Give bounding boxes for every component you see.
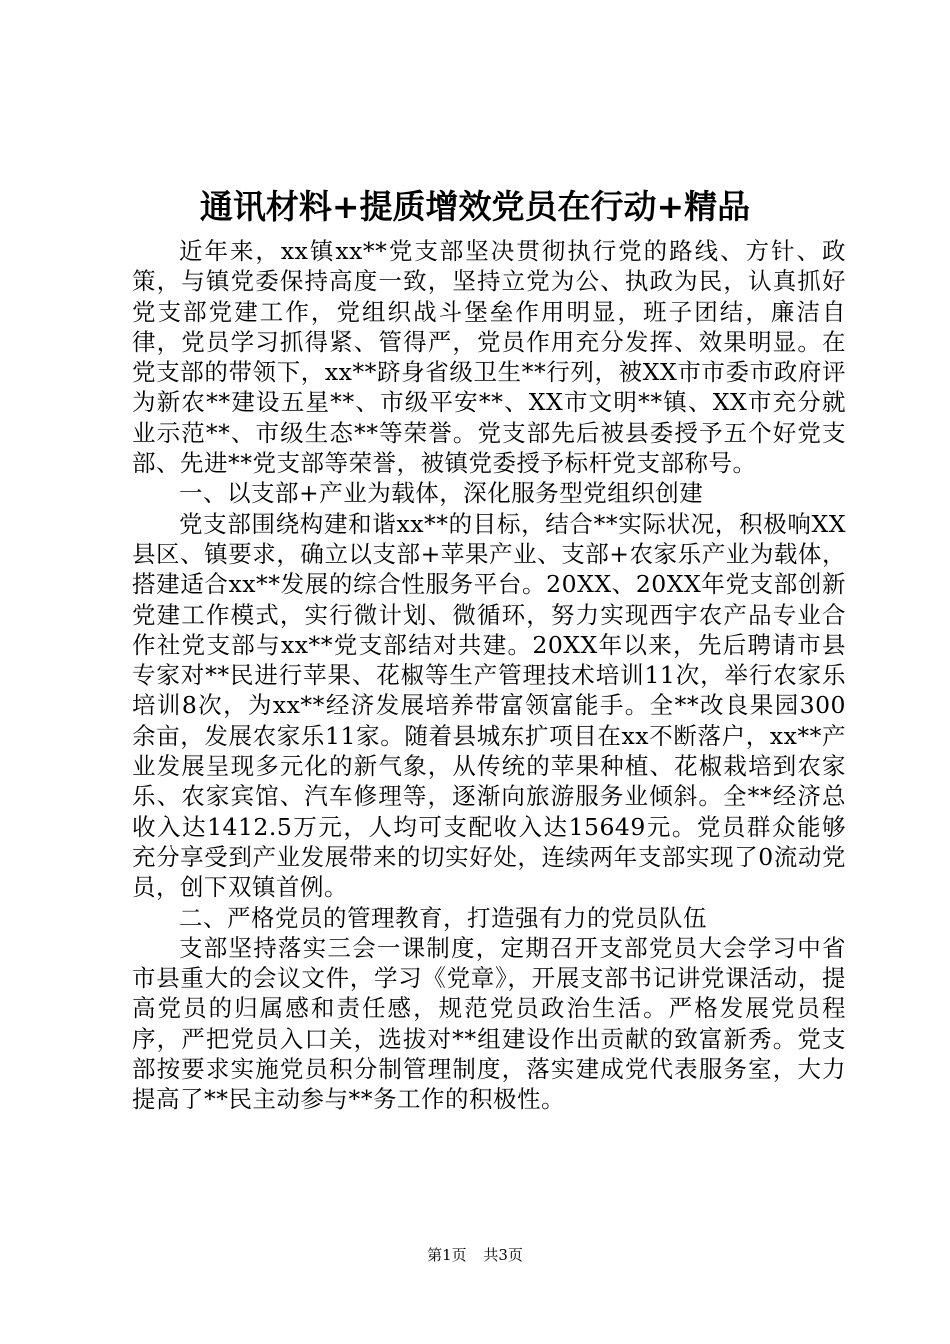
paragraph-intro: 近年来，xx镇xx**党支部坚决贯彻执行党的路线、方针、政策，与镇党委保持高度一致，坚持立党为公、执政为民，认真抓好党支部党建工作，党组织战斗堡垒作用明显，班子团结，廉洁自律，党员学习抓得紧、管得严，党员作用充分发挥、效果明显。在党支部的带领下，xx**跻身省级卫生**行列，被XX市市委市政府评为新农**建设五星**、市级平安**、XX市文明**镇、XX市充分就业示范**、市级生态**等荣誉。党支部先后被县委授予五个好党支部、先进**党支部等荣誉，被镇党委授予标杆党支部称号。	[132, 237, 846, 478]
document-body	[132, 236, 846, 1115]
paragraph-section-1: 党支部围绕构建和谐xx**的目标，结合**实际状况，积极响XX县区、镇要求，确立以支部+苹果产业、支部+农家乐产业为载体，搭建适合xx**发展的综合性服务平台。20XX、20XX年党支部创新党建工作模式，实行微计划、微循环，努力实现西宇农产品专业合作社党支部与xx**党支部结对共建。20XX年以来，先后聘请市县专家对**民进行苹果、花椒等生产管理技术培训11次，举行农家乐培训8次，为xx**经济发展培养带富领富能手。全**改良果园300余亩，发展农家乐11家。随着县城东扩项目在xx不断落户，xx**产业发展呈现多元化的新气象，从传统的苹果种植、花椒栽培到农家乐、农家宾馆、汽车修理等，逐渐向旅游服务业倾斜。全**经济总收入达1412.5万元，人均可支配收入达15649元。党员群众能够充分享受到产业发展带来的切实好处，连续两年支部实现了0流动党员，创下双镇首例。	[132, 509, 846, 902]
page-number: 第1页	[427, 1246, 467, 1264]
paragraph-section-2: 支部坚持落实三会一课制度，定期召开支部党员大会学习中省市县重大的会议文件，学习《党章》，开展支部书记讲党课活动，提高党员的归属感和责任感，规范党员政治生活。严格发展党员程序，严把党员入口关，选拔对**组建设作出贡献的致富新秀。党支部按要求实施党员积分制管理制度，落实建成党代表服务室，大力提高了**民主动参与**务工作的积极性。	[132, 933, 846, 1114]
document-title: 通讯材料+提质增效党员在行动+精品	[199, 187, 751, 226]
page-footer	[0, 1245, 950, 1265]
section-heading-1: 一、以支部+产业为载体，深化服务型党组织创建	[179, 479, 704, 508]
page-total: 共3页	[483, 1246, 523, 1264]
section-heading-2: 二、严格党员的管理教育，打造强有力的党员队伍	[179, 903, 707, 932]
